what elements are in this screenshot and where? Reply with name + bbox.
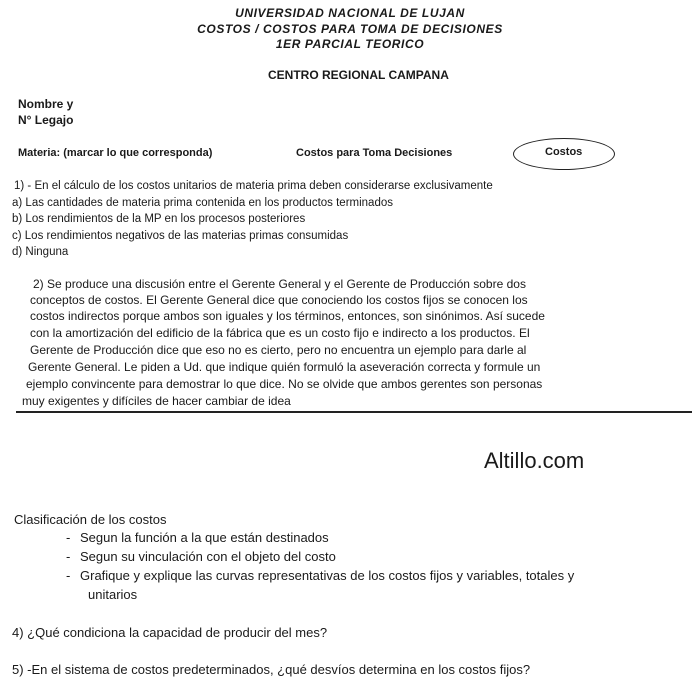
materia-label: Materia: (marcar lo que corresponda) [18,147,213,159]
question-3-bullet: - Segun su vinculación con el objeto del costo [66,549,336,564]
question-2-line: conceptos de costos. El Gerente General dice que conociendo los costos fijos se conocen los [30,293,528,307]
question-2-line: muy exigentes y difíciles de hacer cambiar de idea [22,394,291,408]
name-label: Nombre y [18,97,74,111]
materia-option-toma-decisiones[interactable]: Costos para Toma Decisiones [296,147,453,159]
question-3-bullet: - Grafique y explique las curvas representativas de los costos fijos y variables, totales y [66,568,575,583]
legajo-label: N° Legajo [18,113,74,127]
divider-rule [16,411,692,413]
materia-option-costos[interactable]: Costos [545,146,583,158]
question-1-option-a: a) Las cantidades de materia prima contenida en los productos terminados [12,197,393,209]
watermark: Altillo.com [484,448,585,473]
question-2-line: Gerente de Producción dice que eso no es cierto, pero no encuentra un ejemplo para darle al [30,343,527,357]
question-2-line: ejemplo convincente para demostrar lo que dice. No se olvide que ambos gerentes son personas [26,377,543,391]
university-title: UNIVERSIDAD NACIONAL DE LUJAN [235,6,465,20]
question-2-line: con la amortización del edificio de la fábrica que es un costo fijo e indirecto a los productos. El [30,326,530,340]
question-3-continuation: unitarios [88,587,138,602]
question-3-title: Clasificación de los costos [14,512,167,527]
question-2-line: Gerente General. Le piden a Ud. que indique quién formuló la aseveración correcta y formule un [28,360,541,374]
question-1-text: 1) - En el cálculo de los costos unitarios de materia prima deben considerarse exclusivamente [14,180,493,192]
question-2-line: 2) Se produce una discusión entre el Gerente General y el Gerente de Producción sobre dos [33,277,526,291]
question-1-option-c: c) Los rendimientos negativos de las materias primas consumidas [12,230,349,242]
question-1-option-d: d) Ninguna [12,246,69,258]
question-3-bullet: - Segun la función a la que están destinados [66,530,329,545]
exam-title: 1ER PARCIAL TEORICO [275,37,425,51]
question-4: 4) ¿Qué condiciona la capacidad de producir del mes? [12,625,328,640]
course-title: COSTOS / COSTOS PARA TOMA DE DECISIONES [197,22,503,36]
question-5: 5) -En el sistema de costos predeterminados, ¿qué desvíos determina en los costos fijos? [12,662,531,677]
question-1-option-b: b) Los rendimientos de la MP en los procesos posteriores [12,213,306,225]
center-title: CENTRO REGIONAL CAMPANA [268,68,449,82]
question-2-line: costos indirectos porque ambos son iguales y los términos, entonces, son sinónimos. Así sucede [30,309,545,323]
